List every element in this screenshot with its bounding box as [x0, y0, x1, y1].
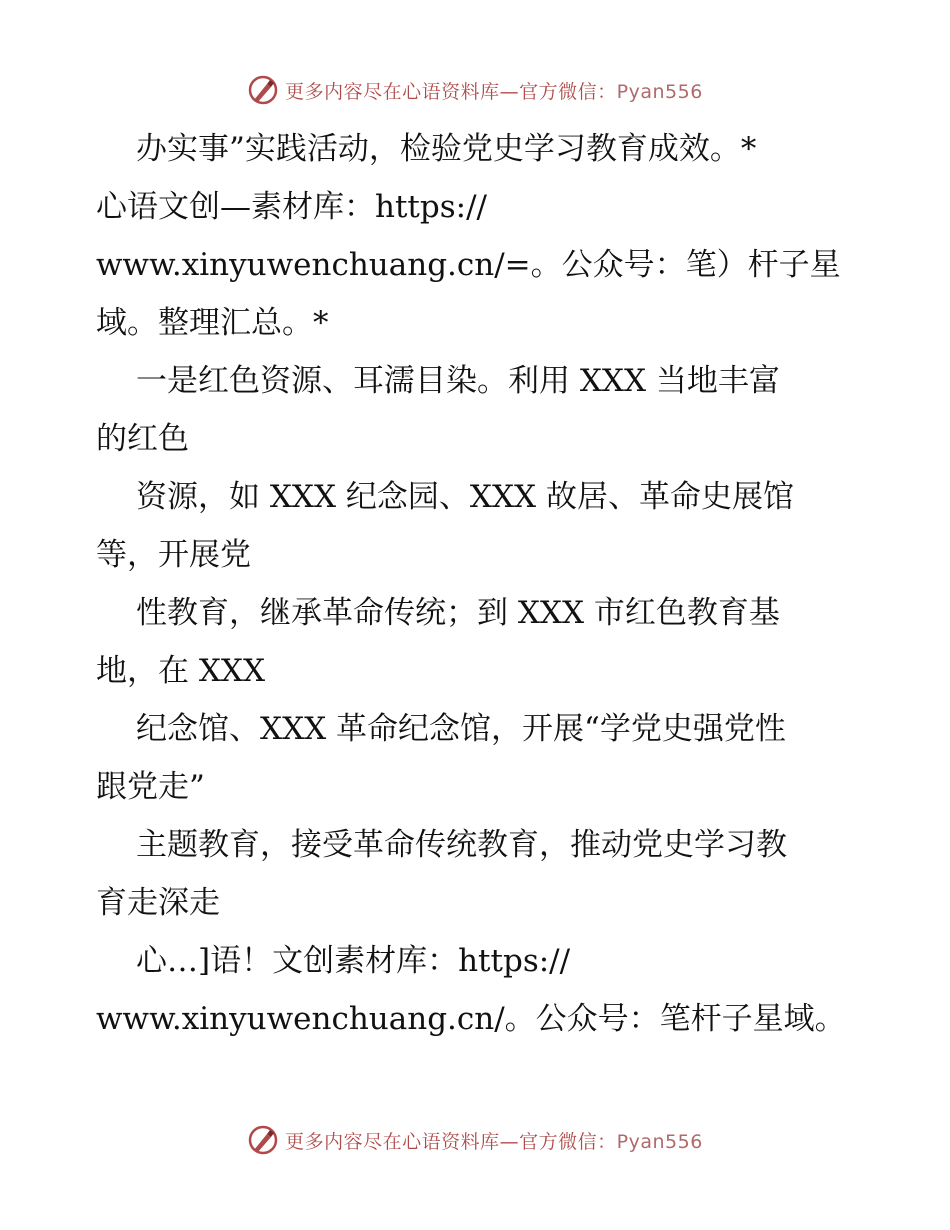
body-line-12: 跟党走”: [96, 769, 205, 805]
document-body: [96, 120, 866, 1048]
body-line-9: 性教育，继承革命传统；到 XXX 市红色教育基: [136, 595, 780, 631]
header-banner-text: [285, 77, 703, 104]
header-banner-wechat-id: Pyan556: [616, 80, 703, 103]
footer-banner-text: [285, 1127, 703, 1154]
body-line-3: www.xinyuwenchuang.cn/=。公众号：笔）杆子星: [96, 247, 841, 283]
body-line-5: 一是红色资源、耳濡目染。利用 XXX 当地丰富: [136, 363, 780, 399]
body-line-11: 纪念馆、XXX 革命纪念馆，开展“学党史强党性: [136, 711, 786, 747]
pen-circle-logo-icon: [247, 74, 279, 106]
body-line-1: 办实事”实践活动，检验党史学习教育成效。*: [136, 131, 757, 167]
body-line-16: www.xinyuwenchuang.cn/。公众号：笔杆子星域。: [96, 1001, 846, 1037]
footer-banner-label: 更多内容尽在心语资料库—官方微信：: [285, 1130, 617, 1153]
body-line-10: 地，在 XXX: [96, 653, 266, 689]
body-line-2: 心语文创—素材库：https://: [96, 189, 487, 225]
footer-banner: [0, 1120, 950, 1160]
body-line-6: 的红色: [96, 421, 189, 457]
header-banner-label: 更多内容尽在心语资料库—官方微信：: [285, 80, 617, 103]
body-line-14: 育走深走: [96, 885, 220, 921]
body-line-13: 主题教育，接受革命传统教育，推动党史学习教: [136, 827, 787, 863]
header-banner: [0, 70, 950, 110]
footer-banner-wechat-id: Pyan556: [616, 1130, 703, 1153]
body-line-15: 心…]语！文创素材库：https://: [136, 943, 571, 979]
body-line-8: 等，开展党: [96, 537, 251, 573]
body-line-7: 资源，如 XXX 纪念园、XXX 故居、革命史展馆: [136, 479, 794, 515]
body-line-4: 域。整理汇总。*: [96, 305, 329, 341]
pen-circle-logo-icon: [247, 1124, 279, 1156]
